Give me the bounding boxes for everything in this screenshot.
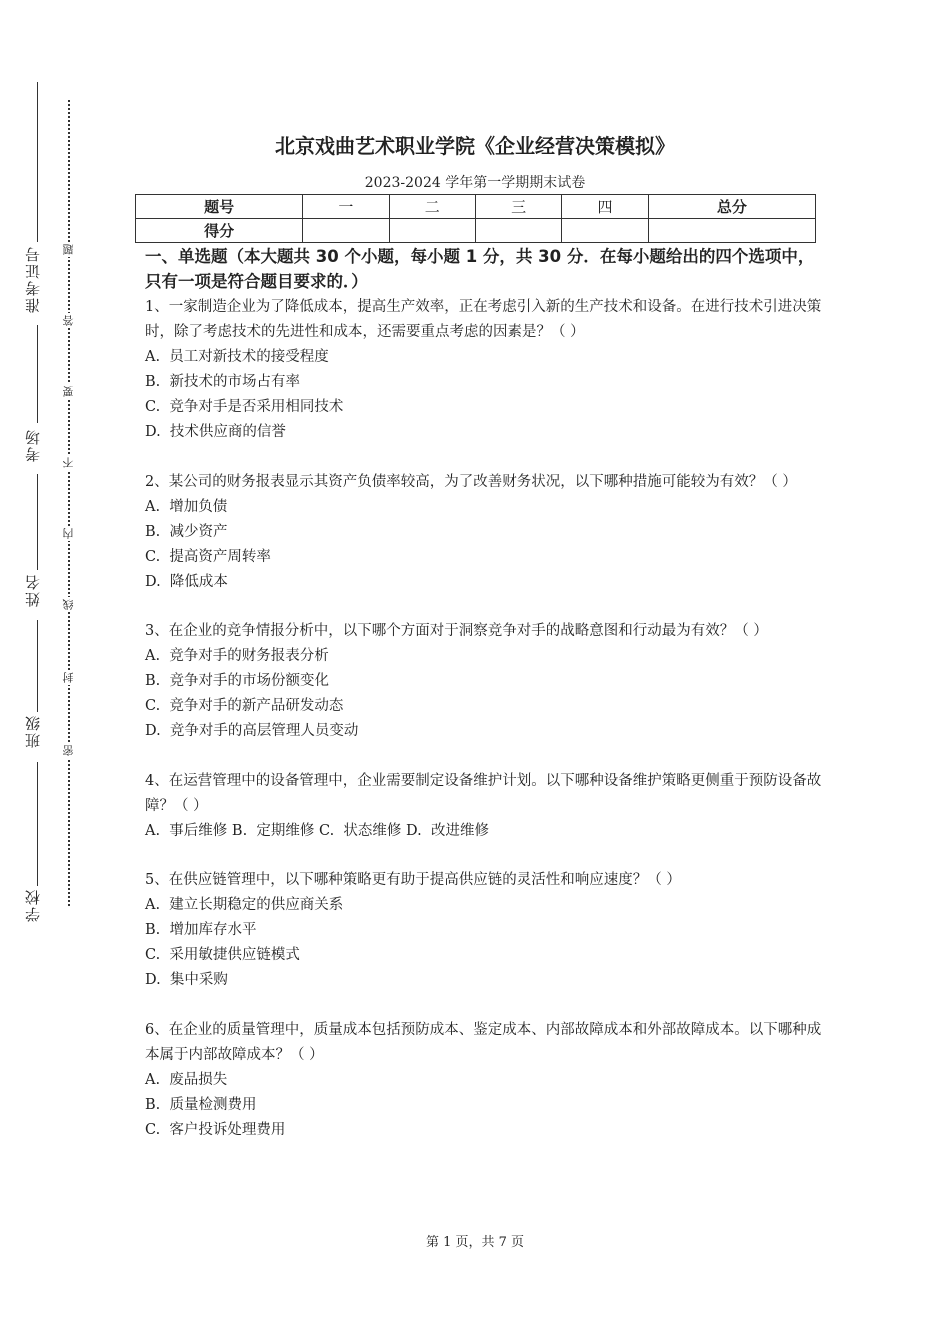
exam-subtitle: 2023-2024 学年第一学期期末试卷: [364, 175, 586, 191]
score-input-cell[interactable]: [475, 219, 561, 243]
binding-label-name: 姓名: [24, 573, 42, 607]
binding-label-school: 学校: [24, 888, 42, 922]
seal-char: 要: [62, 386, 75, 397]
question-option: B. 减少资产: [145, 523, 228, 540]
seal-char: 密: [62, 745, 75, 756]
question-option: C. 提高资产周转率: [145, 548, 271, 565]
section-heading: 一、单选题（本大题共 30 个小题，每小题 1 分，共 30 分．在每小题给出的四个选项中，只有一项是符合题目要求的．）: [145, 247, 815, 291]
question-stem: 2、某公司的财务报表显示其资产负债率较高，为了改善财务状况，以下哪种措施可能较为有效？（ ）: [145, 473, 797, 490]
binding-label-exam-room: 考场: [24, 428, 42, 462]
binding-label-exam-number: 准考证号: [24, 245, 42, 313]
question-stem: 5、在供应链管理中，以下哪种策略更有助于提高供应链的灵活性和响应速度？（ ）: [145, 872, 681, 888]
binding-line: [37, 325, 38, 423]
binding-line: [37, 620, 38, 712]
question-option: A. 废品损失: [145, 1071, 228, 1088]
question-option: C. 竞争对手的新产品研发动态: [145, 698, 344, 714]
question-option: C. 采用敏捷供应链模式: [145, 947, 300, 963]
question-option: A. 竞争对手的财务报表分析: [145, 648, 329, 664]
question-option: C. 客户投诉处理费用: [145, 1121, 286, 1138]
question-option: A. 建立长期稳定的供应商关系: [145, 897, 344, 913]
question: [145, 619, 825, 744]
question-stem: 3、在企业的竞争情报分析中，以下哪个方面对于洞察竞争对手的战略意图和行动最为有效？（ ）: [145, 623, 768, 639]
score-input-cell[interactable]: [562, 219, 648, 243]
question-option: C. 竞争对手是否采用相同技术: [145, 399, 344, 415]
question-option: D. 降低成本: [145, 573, 228, 590]
seal-char: 不: [62, 457, 75, 468]
seal-char: 封: [62, 672, 75, 683]
score-header-cell: 一: [303, 195, 389, 219]
question-option: B. 质量检测费用: [145, 1096, 257, 1113]
question-option: D. 集中采购: [145, 972, 228, 988]
score-header-cell: 题号: [136, 195, 303, 219]
binding-label-class: 班级: [24, 714, 42, 748]
score-table-header-row: [136, 195, 816, 219]
seal-char: 答: [62, 315, 75, 326]
question: [145, 868, 825, 993]
question: [145, 769, 825, 844]
exam-content: [145, 244, 825, 1167]
score-table-score-row: [136, 219, 816, 243]
exam-title: 北京戏曲艺术职业学院《企业经营决策模拟》: [275, 134, 675, 158]
score-header-cell: 四: [562, 195, 648, 219]
seal-dotted-line: [68, 100, 70, 906]
question: [145, 470, 825, 595]
question-option: D. 竞争对手的高层管理人员变动: [145, 723, 359, 739]
question: [145, 295, 825, 445]
question-stem: 1、一家制造企业为了降低成本，提高生产效率，正在考虑引入新的生产技术和设备。在进行技术引进决策时，除了考虑技术的先进性和成本，还需要重点考虑的因素是？（ ）: [145, 299, 822, 340]
seal-char: 题: [62, 244, 75, 255]
seal-char: 内: [62, 528, 75, 539]
score-table: [135, 194, 816, 243]
page-footer: 第 1 页，共 7 页: [425, 1235, 525, 1250]
score-header-cell: 三: [475, 195, 561, 219]
score-header-cell: 二: [389, 195, 475, 219]
question-option: A. 增加负债: [145, 498, 228, 515]
question-option: B. 增加库存水平: [145, 922, 257, 938]
question: [145, 1018, 825, 1143]
question-stem: 6、在企业的质量管理中，质量成本包括预防成本、鉴定成本、内部故障成本和外部故障成本。以下哪种成本属于内部故障成本？（ ）: [145, 1021, 822, 1063]
seal-char: 线: [62, 599, 75, 610]
binding-line: [37, 474, 38, 570]
question-option: A. 事后维修 B. 定期维修 C. 状态维修 D. 改进维修: [145, 822, 489, 839]
question-option: B. 新技术的市场占有率: [145, 374, 300, 390]
score-input-cell[interactable]: [389, 219, 475, 243]
binding-line: [37, 82, 38, 242]
question-option: B. 竞争对手的市场份额变化: [145, 673, 329, 689]
score-input-cell[interactable]: [648, 219, 815, 243]
binding-line: [37, 762, 38, 886]
score-row-label: 得分: [136, 219, 303, 243]
score-input-cell[interactable]: [303, 219, 389, 243]
question-option: A. 员工对新技术的接受程度: [145, 349, 329, 365]
question-stem: 4、在运营管理中的设备管理中，企业需要制定设备维护计划。以下哪种设备维护策略更侧重于预防设备故障？（ ）: [145, 772, 822, 814]
score-header-cell: 总分: [648, 195, 815, 219]
question-option: D. 技术供应商的信誉: [145, 424, 286, 440]
